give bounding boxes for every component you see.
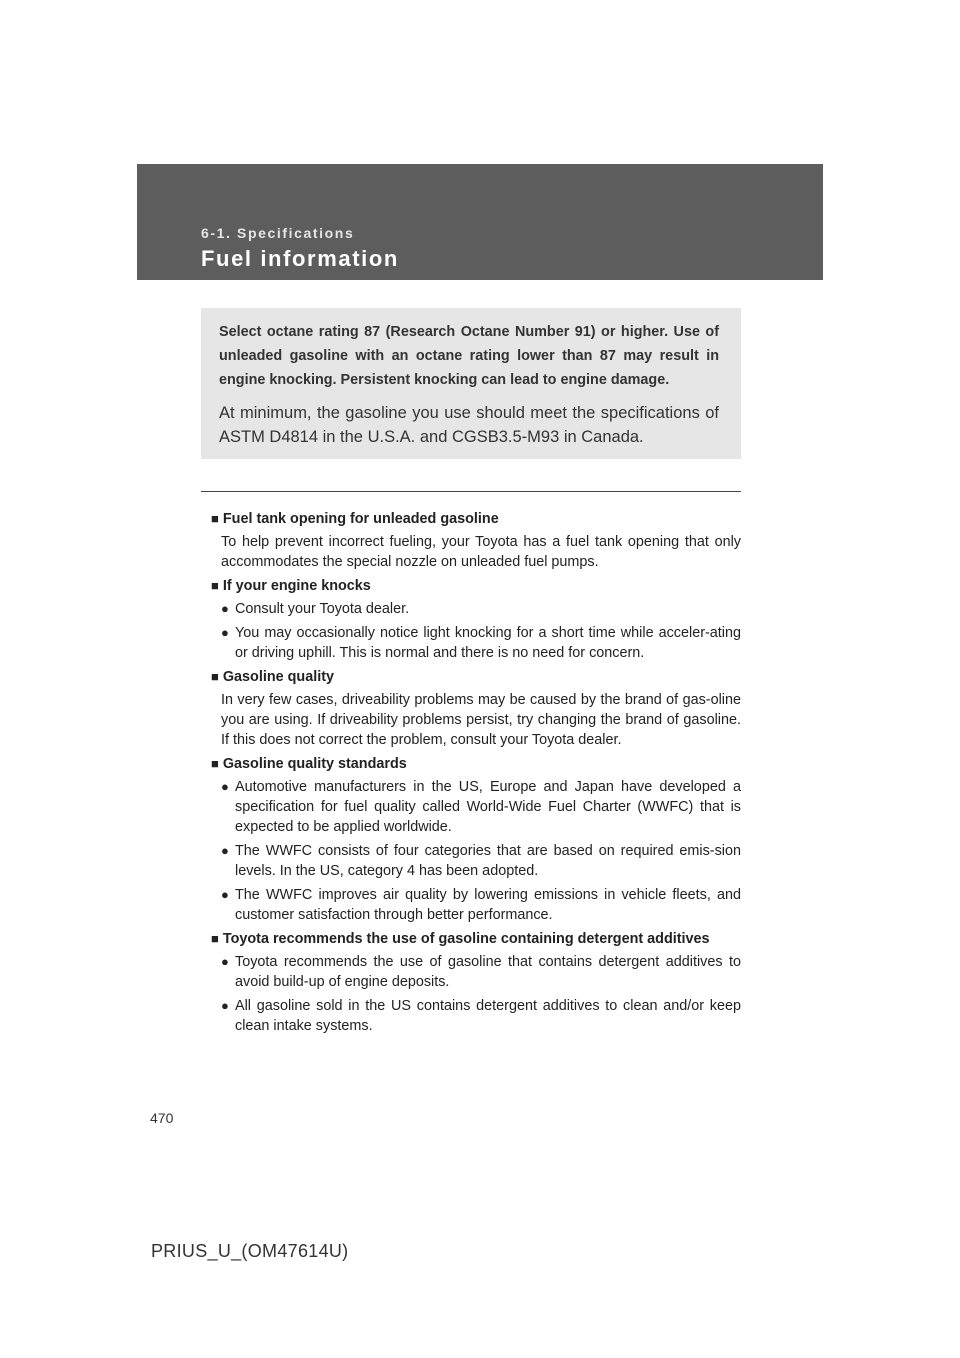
bullet-text: Toyota recommends the use of gasoline that contains detergent additives to avoid build-up of engine deposits. [235,954,741,990]
note-heading-text: Toyota recommends the use of gasoline containing detergent additives [222,931,710,947]
bullet-text: Consult your Toyota dealer. [235,601,410,617]
bullet-text: Automotive manufacturers in the US, Europe and Japan have developed a specification for fuel quality called World-Wide Fuel Charter (WWFC) that is expected to be applied worldwide. [235,779,741,835]
bullet-text: All gasoline sold in the US contains detergent additives to clean and/or keep clean intake systems. [235,998,741,1034]
square-bullet-icon: ■ [211,578,219,593]
circle-bullet-icon: ● [221,998,229,1013]
square-bullet-icon: ■ [211,931,219,946]
divider [201,491,741,492]
note-heading-text: Fuel tank opening for unleaded gasoline [222,511,499,527]
circle-bullet-icon: ● [221,779,229,794]
bullet-item [211,777,741,837]
page-number: 470 [150,1110,174,1126]
bullet-item [211,996,741,1036]
bullet-item [211,885,741,925]
bullet-text: You may occasionally notice light knocking for a short time while acceler-ating or driving uphill. This is normal and there is no need for concern. [235,625,741,661]
note-heading [211,754,741,774]
note-heading-text: If your engine knocks [222,578,371,594]
header-bar [137,164,823,280]
note-heading-text: Gasoline quality standards [222,756,407,772]
square-bullet-icon: ■ [211,511,219,526]
note-heading [211,929,741,949]
circle-bullet-icon: ● [221,601,229,616]
note-heading [211,576,741,596]
circle-bullet-icon: ● [221,887,229,902]
circle-bullet-icon: ● [221,954,229,969]
bullet-item [211,623,741,663]
note-heading-text: Gasoline quality [222,669,335,685]
square-bullet-icon: ■ [211,669,219,684]
callout-spec-text: At minimum, the gasoline you use should meet the specifications of ASTM D4814 in the U.S.A. and CGSB3.5-M93 in Canada. [219,404,719,446]
bullet-text: The WWFC consists of four categories that are based on required emis-sion levels. In the US, category 4 has been adopted. [235,843,741,879]
note-heading [211,509,741,529]
callout-warning-text: Select octane rating 87 (Research Octane Number 91) or higher. Use of unleaded gasoline with an octane rating lower than 87 may result in engine knocking. Persistent knocking can lead to engine damage. [219,324,719,388]
section-label: 6-1. Specifications [201,225,355,241]
circle-bullet-icon: ● [221,625,229,640]
note-heading [211,667,741,687]
bullet-item [211,599,741,619]
bullet-text: The WWFC improves air quality by lowering emissions in vehicle fleets, and customer satisfaction through better performance. [235,887,741,923]
callout-box [201,308,741,459]
square-bullet-icon: ■ [211,756,219,771]
bullet-item [211,952,741,992]
note-paragraph: In very few cases, driveability problems may be caused by the brand of gas-oline you are using. If driveability problems persist, try changing the brand of gasoline. If this does not correct the problem, consult your Toyota dealer. [221,692,741,748]
notes-section [211,509,741,1040]
note-paragraph: To help prevent incorrect fueling, your Toyota has a fuel tank opening that only accommodates the special nozzle on unleaded fuel pumps. [221,534,741,570]
manual-code: PRIUS_U_(OM47614U) [151,1241,349,1261]
page-title: Fuel information [201,246,399,271]
circle-bullet-icon: ● [221,843,229,858]
bullet-item [211,841,741,881]
